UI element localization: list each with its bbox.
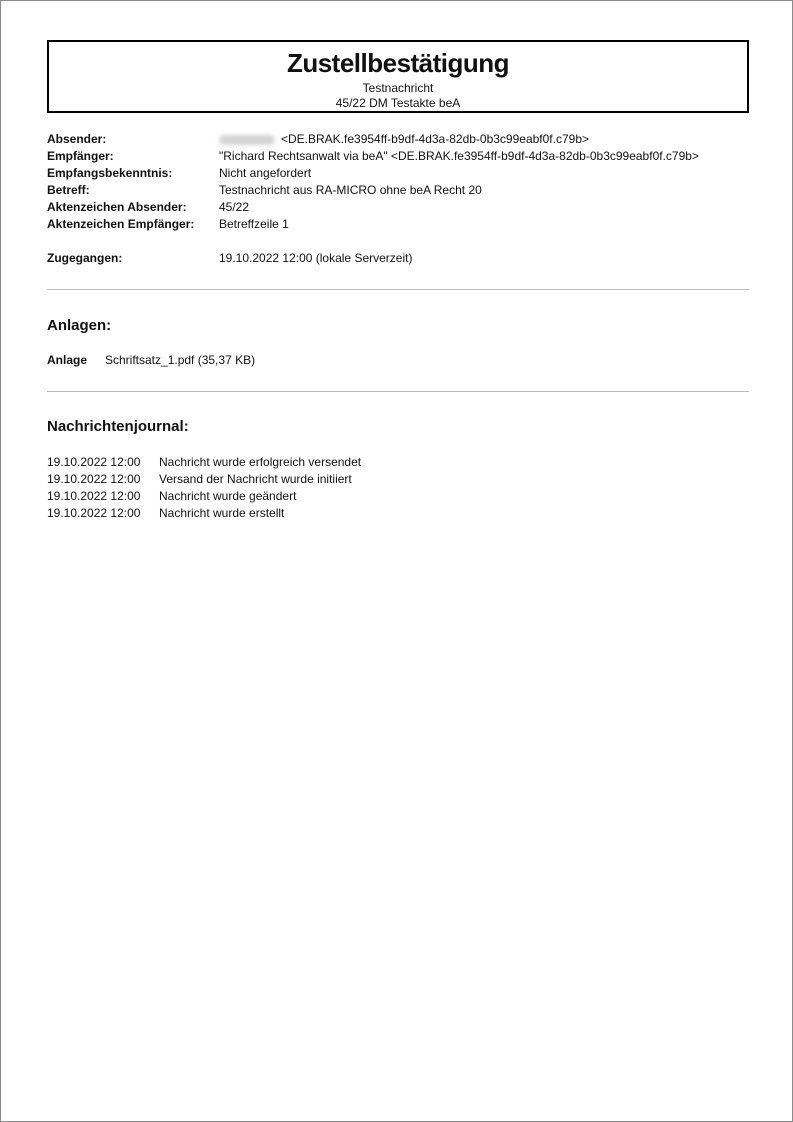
sender-ref-value: 45/22 (219, 200, 250, 214)
case-line: 45/22 DM Testakte beA (335, 96, 461, 110)
journal-text: Nachricht wurde geändert (159, 489, 297, 503)
message-metadata (47, 131, 699, 267)
subject-label: Betreff: (47, 183, 90, 197)
journal-text: Nachricht wurde erfolgreich versendet (159, 455, 362, 469)
journal-entry (47, 505, 361, 522)
divider (47, 289, 749, 290)
journal-heading: Nachrichtenjournal: (47, 418, 189, 435)
recipient-ref-value: Betreffzeile 1 (219, 217, 289, 231)
sender-value (219, 131, 589, 148)
sender-ref-label: Aktenzeichen Absender: (47, 200, 187, 214)
journal-text: Nachricht wurde erstellt (159, 506, 285, 520)
meta-row-acknowledgement (47, 165, 699, 182)
journal-time: 19.10.2022 12:00 (47, 455, 141, 469)
received-value: 19.10.2022 12:00 (lokale Serverzeit) (219, 251, 413, 265)
received-label: Zugegangen: (47, 251, 123, 265)
attachments-heading: Anlagen: (47, 317, 112, 334)
journal-text: Versand der Nachricht wurde initiiert (159, 472, 352, 486)
sender-label: Absender: (47, 132, 107, 146)
recipient-ref-label: Aktenzeichen Empfänger: (47, 217, 195, 231)
journal-list (47, 454, 361, 522)
meta-row-received (47, 250, 699, 267)
recipient-value: "Richard Rechtsanwalt via beA" <DE.BRAK.fe3954ff-b9df-4d3a-82db-0b3c99eabf0f.c79b> (219, 149, 699, 163)
journal-time: 19.10.2022 12:00 (47, 489, 141, 503)
recipient-label: Empfänger: (47, 149, 114, 163)
redacted-name (219, 135, 275, 145)
meta-row-recipient-ref (47, 216, 699, 233)
journal-entry (47, 471, 361, 488)
title-box (47, 40, 749, 113)
document-subtitle: Testnachricht (362, 81, 434, 95)
divider (47, 391, 749, 392)
journal-time: 19.10.2022 12:00 (47, 472, 141, 486)
meta-row-recipient (47, 148, 699, 165)
document-title: Zustellbestätigung (286, 48, 510, 78)
journal-time: 19.10.2022 12:00 (47, 506, 141, 520)
meta-row-sender (47, 131, 699, 148)
attachment-label: Anlage (47, 353, 88, 367)
meta-row-sender-ref (47, 199, 699, 216)
sender-address: <DE.BRAK.fe3954ff-b9df-4d3a-82db-0b3c99eabf0f.c79b> (281, 132, 590, 146)
attachment-item (47, 352, 255, 369)
journal-entry (47, 454, 361, 471)
acknowledgement-label: Empfangsbekenntnis: (47, 166, 173, 180)
acknowledgement-value: Nicht angefordert (219, 166, 312, 180)
subject-value: Testnachricht aus RA-MICRO ohne beA Recht 20 (219, 183, 482, 197)
meta-row-subject (47, 182, 699, 199)
attachment-file[interactable]: Schriftsatz_1.pdf (35,37 KB) (105, 353, 256, 367)
journal-entry (47, 488, 361, 505)
